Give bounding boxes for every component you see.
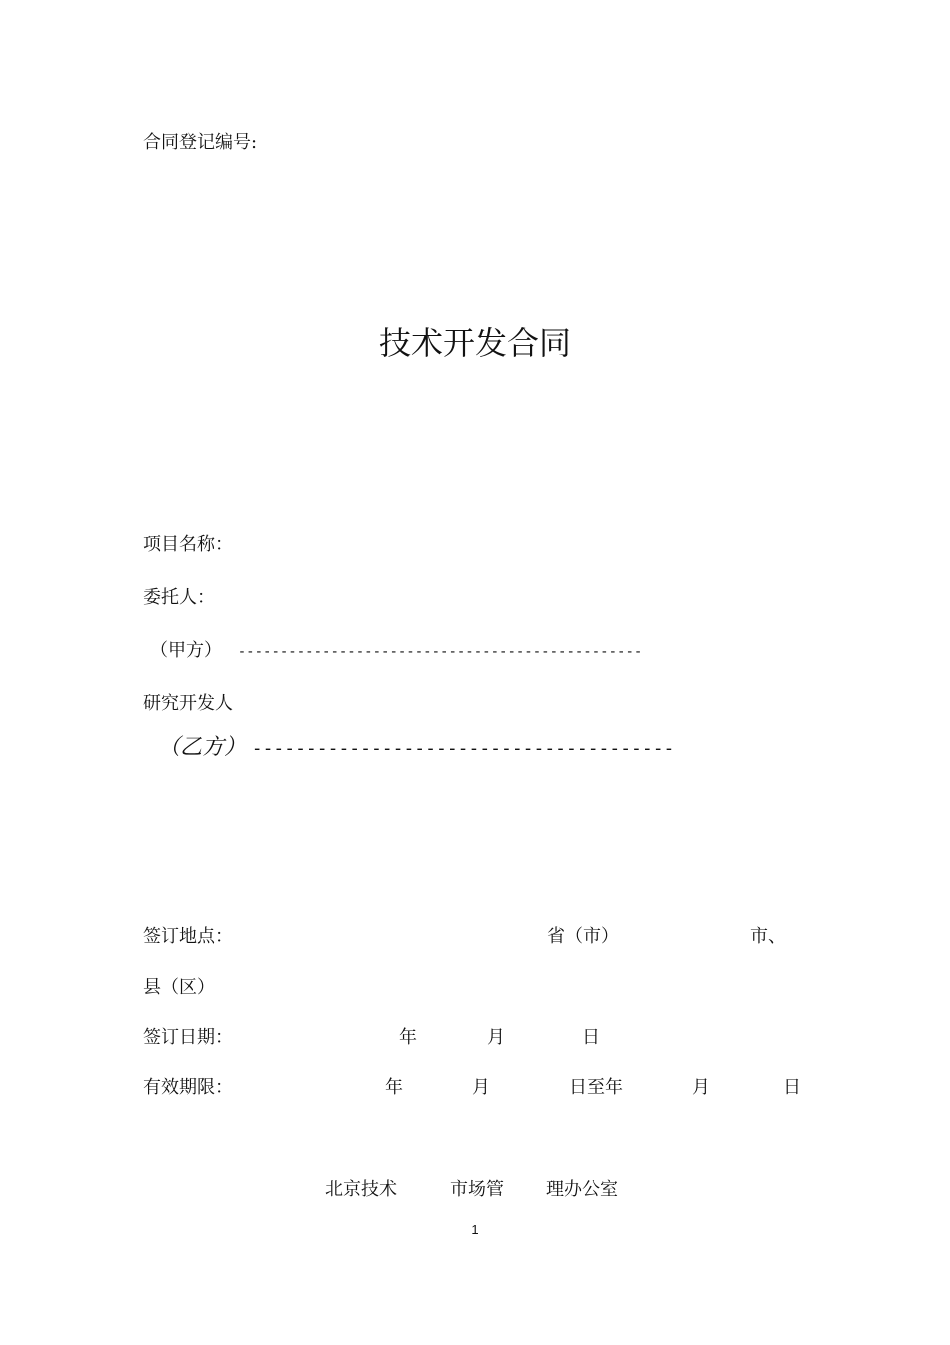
party-b-blank-line: --------------------------------------- — [251, 738, 675, 759]
city-label: 市、 — [750, 926, 786, 947]
project-name-label: 项目名称： — [143, 534, 233, 555]
client-label: 委托人： — [143, 587, 215, 608]
party-a-label: （甲方） — [150, 640, 222, 661]
signing-year-label: 年 — [399, 1027, 417, 1048]
validity-day-to-year-label: 日至年 — [569, 1077, 623, 1098]
validity-label: 有效期限： — [143, 1077, 233, 1098]
validity-month-label: 月 — [472, 1077, 490, 1098]
registration-number-label: 合同登记编号: — [143, 132, 258, 153]
signing-month-label: 月 — [487, 1027, 505, 1048]
office-name-part2: 市场管 — [450, 1179, 504, 1200]
document-title: 技术开发合同 — [378, 324, 571, 362]
party-a-row — [150, 640, 642, 663]
party-b-label: （乙方） — [158, 735, 247, 760]
validity-month2-label: 月 — [692, 1077, 710, 1098]
signing-place-label: 签订地点： — [143, 926, 233, 947]
validity-day2-label: 日 — [783, 1077, 801, 1098]
party-b-row — [158, 737, 674, 760]
validity-year-label: 年 — [385, 1077, 403, 1098]
developer-label: 研究开发人 — [143, 693, 233, 714]
signing-day-label: 日 — [582, 1027, 600, 1048]
page-number: 1 — [471, 1222, 479, 1237]
office-name-part3: 理办公室 — [546, 1179, 618, 1200]
province-label: 省（市） — [547, 926, 619, 947]
signing-date-label: 签订日期： — [143, 1027, 233, 1048]
county-label: 县（区） — [143, 977, 215, 998]
office-name-part1: 北京技术 — [325, 1179, 397, 1200]
party-a-blank-line: ------------------------------------------------ — [237, 644, 643, 660]
